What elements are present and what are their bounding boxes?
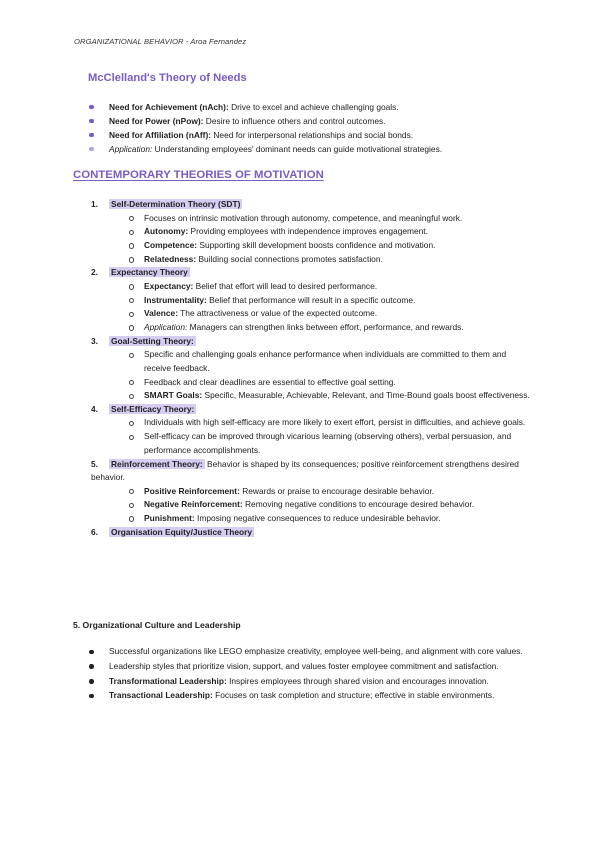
theory-number: 3. — [91, 335, 98, 346]
list-item — [126, 239, 531, 253]
item-term: SMART Goals: — [144, 390, 203, 401]
bullet-icon — [89, 119, 94, 124]
bullet-icon — [89, 133, 94, 138]
list-item — [126, 212, 531, 226]
list-item — [88, 114, 528, 128]
theory-number: 4. — [91, 403, 98, 414]
list-item — [126, 498, 531, 512]
item-text: Inspires employees through shared vision and encourages innovation. — [226, 675, 489, 686]
item-term: Punishment: — [144, 512, 195, 523]
theory-self-efficacy — [91, 403, 531, 458]
item-term: Need for Achievement (nAch): — [109, 102, 229, 112]
list-item — [126, 416, 531, 430]
circle-bullet-icon — [129, 435, 134, 440]
bullet-icon — [89, 147, 94, 152]
theory-title: Goal-Setting Theory: — [111, 335, 194, 346]
list-item — [126, 307, 531, 321]
list-item — [126, 485, 531, 499]
list-item — [126, 225, 531, 239]
circle-bullet-icon — [129, 516, 134, 521]
item-term: Need for Affiliation (nAff): — [109, 130, 212, 140]
circle-bullet-icon — [129, 216, 134, 221]
culture-list — [88, 645, 528, 704]
item-text: Individuals with high self-efficacy are more likely to exert effort, persist in difficulties, and achieve goals. — [144, 417, 526, 428]
item-term: Autonomy: — [144, 226, 189, 237]
theory-goal-setting — [91, 335, 531, 403]
theory-number: 2. — [91, 267, 98, 278]
section-title-contemporary: CONTEMPORARY THEORIES OF MOTIVATION — [73, 169, 324, 181]
theory-reinforcement — [91, 458, 531, 526]
item-text: Imposing negative consequences to reduce undesirable behavior. — [194, 512, 441, 523]
item-term: Competence: — [144, 239, 198, 250]
list-item — [126, 376, 531, 390]
item-text: Building social connections promotes satisfaction. — [196, 253, 383, 264]
list-item — [88, 645, 528, 659]
theory-title: Reinforcement Theory: — [111, 458, 203, 469]
circle-bullet-icon — [129, 243, 134, 248]
item-text: Specific and challenging goals enhance performance when individuals are committed to them and receive feedback. — [144, 349, 507, 373]
list-item — [88, 128, 528, 142]
item-term: Relatedness: — [144, 253, 197, 264]
circle-bullet-icon — [129, 353, 134, 358]
theory-number: 5. — [91, 458, 98, 469]
item-text: Specific, Measurable, Achievable, Relevant, and Time-Bound goals boost effectiveness. — [202, 390, 530, 401]
item-text: Self-efficacy can be improved through vicarious learning (observing others), verbal persuasion, and performance accomplishments. — [144, 431, 512, 455]
item-term: Transformational Leadership: — [109, 675, 227, 686]
item-term: Negative Reinforcement: — [144, 499, 243, 510]
bullet-icon — [89, 105, 94, 110]
list-item — [126, 430, 531, 457]
item-term: Instrumentality: — [144, 294, 207, 305]
circle-bullet-icon — [129, 298, 134, 303]
list-item — [126, 321, 531, 335]
item-text: Focuses on intrinsic motivation through autonomy, competence, and meaningful work. — [144, 212, 463, 223]
circle-bullet-icon — [129, 421, 134, 426]
bullet-icon — [89, 664, 94, 669]
list-item — [126, 280, 531, 294]
item-text: Supporting skill development boosts confidence and motivation. — [197, 239, 436, 250]
list-item — [126, 389, 531, 403]
theory-description: Behavior is shaped by its consequences; positive reinforcement strengthens desired behavior. — [91, 458, 519, 483]
bullet-icon — [89, 650, 94, 655]
list-item — [88, 142, 528, 156]
item-text: Desire to influence others and control outcomes. — [203, 116, 386, 126]
item-text: Leadership styles that prioritize vision, support, and values foster employee commitment and satisfaction. — [109, 660, 499, 671]
item-text: Successful organizations like LEGO emphasize creativity, employee well-being, and alignment with core values. — [109, 646, 523, 656]
item-term: Expectancy: — [144, 280, 194, 291]
list-item — [126, 512, 531, 526]
item-term: Positive Reinforcement: — [144, 485, 240, 496]
theory-sdt — [91, 198, 531, 266]
list-item — [126, 348, 531, 375]
bullet-icon — [89, 679, 94, 684]
item-text: Need for interpersonal relationships and social bonds. — [211, 130, 414, 140]
item-term: Transactional Leadership: — [109, 690, 213, 701]
theory-title: Self-Efficacy Theory: — [111, 403, 195, 414]
item-text: Managers can strengthen links between effort, performance, and rewards. — [187, 321, 464, 332]
item-text: Understanding employees' dominant needs can guide motivational strategies. — [152, 144, 443, 154]
theory-number: 1. — [91, 199, 98, 209]
theories-list — [91, 198, 531, 539]
item-text: Belief that effort will lead to desired performance. — [193, 280, 378, 291]
item-text: Providing employees with independence improves engagement. — [188, 226, 428, 237]
list-item — [88, 100, 528, 114]
circle-bullet-icon — [129, 503, 134, 508]
section-title-culture: 5. Organizational Culture and Leadership — [73, 620, 241, 630]
item-text: Feedback and clear deadlines are essential to effective goal setting. — [144, 376, 396, 387]
theory-title: Expectancy Theory — [111, 267, 188, 278]
item-text: Removing negative conditions to encourage desired behavior. — [242, 499, 475, 510]
circle-bullet-icon — [129, 257, 134, 262]
bullet-icon — [89, 694, 94, 699]
theory-equity — [91, 526, 531, 540]
item-text: Drive to excel and achieve challenging goals. — [228, 102, 399, 112]
item-text: Rewards or praise to encourage desirable behavior. — [239, 485, 435, 496]
circle-bullet-icon — [129, 312, 134, 317]
item-term: Application: — [144, 321, 188, 332]
mcclelland-title: McClelland's Theory of Needs — [88, 72, 247, 84]
circle-bullet-icon — [129, 325, 134, 330]
theory-title: Self-Determination Theory (SDT) — [111, 199, 241, 209]
circle-bullet-icon — [129, 394, 134, 399]
item-term: Need for Power (nPow): — [109, 116, 204, 126]
item-text: Belief that performance will result in a specific outcome. — [206, 294, 416, 305]
theory-title: Organisation Equity/Justice Theory — [111, 526, 253, 537]
page-header: ORGANIZATIONAL BEHAVIOR - Aroa Fernandez — [74, 37, 247, 46]
item-term: Valence: — [144, 308, 178, 319]
theory-number: 6. — [91, 526, 98, 537]
circle-bullet-icon — [129, 489, 134, 494]
list-item — [88, 660, 528, 674]
list-item — [88, 675, 528, 689]
circle-bullet-icon — [129, 380, 134, 385]
circle-bullet-icon — [129, 284, 134, 289]
list-item — [126, 253, 531, 267]
circle-bullet-icon — [129, 230, 134, 235]
item-term: Application: — [109, 144, 153, 154]
list-item — [126, 294, 531, 308]
item-text: The attractiveness or value of the expected outcome. — [178, 308, 378, 319]
mcclelland-list — [88, 100, 528, 156]
list-item — [88, 689, 528, 703]
item-text: Focuses on task completion and structure; effective in stable environments. — [212, 690, 495, 701]
theory-expectancy — [91, 266, 531, 334]
